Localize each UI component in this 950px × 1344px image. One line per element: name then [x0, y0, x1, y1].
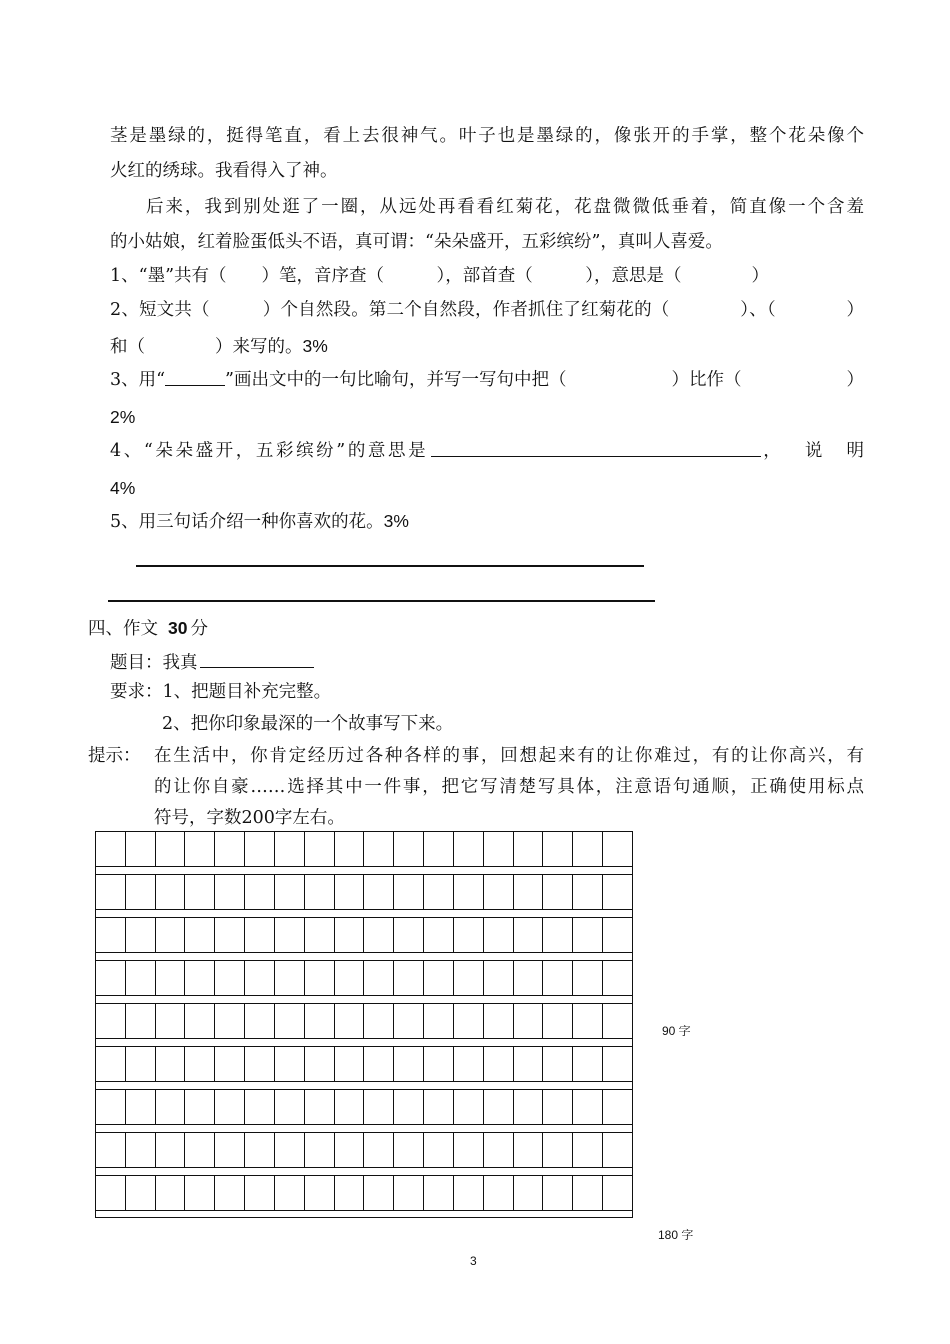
hint-line: 在生活中，你肯定经历过各种各样的事，回想起来有的让你难过，有的让你高兴，有 [154, 746, 864, 766]
grid-cell[interactable] [424, 1047, 454, 1081]
grid-cell[interactable] [573, 875, 603, 909]
row-gap [95, 1039, 633, 1046]
grid-cell[interactable] [245, 875, 275, 909]
grid-cell[interactable] [126, 1004, 156, 1038]
question-3 [110, 368, 864, 392]
row-gap [95, 1082, 633, 1089]
grid-cell[interactable] [215, 1004, 245, 1038]
grid-cell[interactable] [156, 875, 186, 909]
grid-cell[interactable] [126, 918, 156, 952]
question-2: 2、短文共（ ）个自然段。第二个自然段，作者抓住了红菊花的（ ）、（ ） [110, 300, 864, 320]
grid-cell[interactable] [96, 1176, 126, 1210]
grid-cell[interactable] [484, 1090, 514, 1124]
grid-cell[interactable] [364, 1133, 394, 1167]
grid-cell[interactable] [156, 1004, 186, 1038]
grid-cell[interactable] [454, 1004, 484, 1038]
grid-cell[interactable] [603, 1176, 633, 1210]
grid-cell[interactable] [96, 961, 126, 995]
grid-cell[interactable] [126, 1176, 156, 1210]
grid-cell[interactable] [514, 1047, 544, 1081]
grid-cell[interactable] [335, 1133, 365, 1167]
grid-cell[interactable] [484, 1047, 514, 1081]
grid-cell[interactable] [156, 1176, 186, 1210]
grid-cell[interactable] [305, 1176, 335, 1210]
grid-cell[interactable] [424, 961, 454, 995]
essay-section-label: 四、作文 [88, 619, 158, 639]
grid-cell[interactable] [543, 918, 573, 952]
grid-cell[interactable] [394, 1090, 424, 1124]
grid-cell[interactable] [514, 918, 544, 952]
page-number: 3 [470, 1254, 477, 1268]
grid-cell[interactable] [484, 832, 514, 866]
grid-cell[interactable] [275, 1090, 305, 1124]
hint-text: 符号，字数 [154, 808, 242, 828]
grid-cell[interactable] [364, 1004, 394, 1038]
grid-cell[interactable] [245, 1176, 275, 1210]
grid-cell[interactable] [603, 832, 633, 866]
grid-cell[interactable] [245, 1133, 275, 1167]
grid-cell[interactable] [573, 961, 603, 995]
grid-cell[interactable] [156, 832, 186, 866]
grid-cell[interactable] [245, 1090, 275, 1124]
grid-cell[interactable] [573, 1133, 603, 1167]
grid-cell[interactable] [454, 832, 484, 866]
grid-cell[interactable] [126, 1090, 156, 1124]
grid-cell[interactable] [245, 1047, 275, 1081]
grid-cell[interactable] [454, 961, 484, 995]
grid-cell[interactable] [305, 1133, 335, 1167]
grid-cell[interactable] [156, 1090, 186, 1124]
grid-cell[interactable] [305, 1004, 335, 1038]
grid-cell[interactable] [215, 875, 245, 909]
grid-cell[interactable] [305, 1090, 335, 1124]
essay-requirement-2: 2、把你印象最深的一个故事写下来。 [162, 714, 454, 734]
answer-line [136, 565, 644, 567]
grid-cell[interactable] [185, 1133, 215, 1167]
grid-cell[interactable] [335, 1047, 365, 1081]
passage-line: 后来，我到别处逛了一圈，从远处再看看红菊花，花盘微微低垂着，简直像一个含羞 [146, 197, 864, 217]
grid-row [95, 874, 633, 917]
grid-cell[interactable] [394, 832, 424, 866]
grid-cell[interactable] [335, 961, 365, 995]
grid-cell[interactable] [424, 1090, 454, 1124]
row-gap [95, 867, 633, 874]
grid-cell[interactable] [364, 1047, 394, 1081]
grid-cell[interactable] [424, 875, 454, 909]
grid-cell[interactable] [454, 1047, 484, 1081]
question-1: 1、“墨”共有（ ）笔，音序查（ ），部首查（ ），意思是（ ） [110, 266, 770, 286]
grid-row [95, 1132, 633, 1175]
marker-90: 90 字 [662, 1024, 691, 1038]
grid-cell[interactable] [275, 961, 305, 995]
writing-grid[interactable] [95, 831, 633, 1218]
grid-cell[interactable] [484, 961, 514, 995]
grid-cell[interactable] [335, 1176, 365, 1210]
passage-line: 火红的绣球。我看得入了神。 [110, 161, 338, 181]
essay-requirement-1: 要求：1、把题目补充完整。 [110, 682, 332, 702]
grid-cell[interactable] [275, 1047, 305, 1081]
grid-cell[interactable] [514, 1004, 544, 1038]
grid-cell[interactable] [156, 1133, 186, 1167]
essay-score-unit: 分 [190, 619, 208, 639]
grid-cell[interactable] [275, 1133, 305, 1167]
grid-cell[interactable] [543, 832, 573, 866]
grid-cell[interactable] [215, 961, 245, 995]
grid-cell[interactable] [454, 1133, 484, 1167]
grid-cell[interactable] [603, 961, 633, 995]
grid-row [95, 1089, 633, 1132]
essay-title-line [110, 650, 314, 675]
grid-cell[interactable] [484, 1004, 514, 1038]
grid-cell[interactable] [543, 875, 573, 909]
grid-cell[interactable] [215, 832, 245, 866]
grid-cell[interactable] [96, 918, 126, 952]
grid-cells [95, 1175, 633, 1211]
grid-cell[interactable] [275, 918, 305, 952]
grid-cell[interactable] [185, 832, 215, 866]
answer-line [108, 600, 655, 602]
question-5-score: 3% [383, 511, 409, 531]
grid-cells [95, 960, 633, 996]
grid-cell[interactable] [215, 1176, 245, 1210]
grid-cell[interactable] [335, 832, 365, 866]
answer-blank [431, 439, 761, 457]
grid-cell[interactable] [96, 1047, 126, 1081]
grid-cell[interactable] [126, 832, 156, 866]
grid-row [95, 1046, 633, 1089]
grid-cell[interactable] [514, 875, 544, 909]
grid-cell[interactable] [305, 875, 335, 909]
question-2-score: 3% [302, 336, 328, 356]
grid-cell[interactable] [185, 1047, 215, 1081]
grid-cell[interactable] [543, 1133, 573, 1167]
hint-line [154, 806, 345, 830]
question-5 [110, 509, 409, 534]
row-gap [95, 1125, 633, 1132]
grid-cell[interactable] [185, 1004, 215, 1038]
grid-cell[interactable] [126, 1133, 156, 1167]
grid-cell[interactable] [573, 1176, 603, 1210]
grid-cell[interactable] [185, 961, 215, 995]
grid-cell[interactable] [305, 918, 335, 952]
grid-cell[interactable] [514, 1176, 544, 1210]
grid-cells [95, 1089, 633, 1125]
grid-cell[interactable] [156, 918, 186, 952]
grid-cell[interactable] [364, 875, 394, 909]
grid-cell[interactable] [394, 875, 424, 909]
grid-cell[interactable] [215, 1090, 245, 1124]
grid-row [95, 831, 633, 874]
grid-cell[interactable] [335, 875, 365, 909]
question-4-suffix: ，说明 [763, 441, 864, 461]
grid-cell[interactable] [275, 1004, 305, 1038]
grid-cell[interactable] [394, 1047, 424, 1081]
question-2-cont [110, 334, 328, 359]
row-gap [95, 910, 633, 917]
grid-cell[interactable] [543, 1176, 573, 1210]
grid-cell[interactable] [364, 1090, 394, 1124]
question-2-text: 和（ ）来写的。 [110, 337, 303, 357]
grid-cell[interactable] [156, 1047, 186, 1081]
grid-cell[interactable] [514, 1133, 544, 1167]
grid-cell[interactable] [126, 875, 156, 909]
grid-cell[interactable] [454, 875, 484, 909]
grid-cell[interactable] [394, 918, 424, 952]
row-gap [95, 953, 633, 960]
grid-cell[interactable] [96, 875, 126, 909]
essay-title-prompt: 题目：我真 [110, 653, 198, 673]
grid-cell[interactable] [424, 918, 454, 952]
grid-cell[interactable] [603, 1047, 633, 1081]
grid-cell[interactable] [335, 1004, 365, 1038]
question-3-prefix: 3、用“ [110, 370, 166, 390]
grid-cell[interactable] [96, 1133, 126, 1167]
grid-cell[interactable] [364, 918, 394, 952]
grid-cell[interactable] [275, 1176, 305, 1210]
grid-cell[interactable] [185, 918, 215, 952]
hint-label: 提示： [88, 746, 141, 766]
grid-cell[interactable] [364, 961, 394, 995]
row-gap [95, 996, 633, 1003]
grid-cells [95, 1132, 633, 1168]
grid-cell[interactable] [275, 832, 305, 866]
grid-cell[interactable] [543, 1004, 573, 1038]
grid-cell[interactable] [364, 1176, 394, 1210]
grid-cell[interactable] [603, 875, 633, 909]
essay-score: 30 [168, 618, 188, 638]
grid-cell[interactable] [245, 832, 275, 866]
grid-cell[interactable] [424, 1176, 454, 1210]
grid-cell[interactable] [96, 1004, 126, 1038]
question-4-score: 4% [110, 478, 136, 498]
grid-cell[interactable] [305, 832, 335, 866]
grid-cell[interactable] [603, 1090, 633, 1124]
grid-cell[interactable] [543, 1090, 573, 1124]
grid-cell[interactable] [185, 1090, 215, 1124]
essay-title-blank [200, 650, 314, 668]
grid-cells [95, 874, 633, 910]
grid-cell[interactable] [573, 1004, 603, 1038]
grid-cells [95, 1046, 633, 1082]
underline-sample [165, 368, 225, 386]
question-3-score: 2% [110, 407, 136, 427]
passage-line: 的小姑娘，红着脸蛋低头不语，真可谓：“朵朵盛开，五彩缤纷”，真叫人喜爱。 [110, 232, 723, 252]
question-3-text: ”画出文中的一句比喻句，并写一写句中把（ ）比作（ ） [225, 370, 864, 390]
grid-cell[interactable] [424, 832, 454, 866]
essay-section-title [88, 616, 208, 641]
hint-text-end: 字左右。 [274, 808, 345, 828]
grid-cell[interactable] [96, 1090, 126, 1124]
grid-cell[interactable] [484, 1176, 514, 1210]
hint-line: 的让你自豪……选择其中一件事，把它写清楚写具体，注意语句通顺，正确使用标点 [154, 777, 864, 797]
passage-line: 茎是墨绿的，挺得笔直，看上去很神气。叶子也是墨绿的，像张开的手掌，整个花朵像个 [110, 126, 864, 146]
grid-cell[interactable] [245, 918, 275, 952]
grid-cell[interactable] [454, 918, 484, 952]
grid-cell[interactable] [275, 875, 305, 909]
grid-cell[interactable] [424, 1004, 454, 1038]
grid-cell[interactable] [96, 832, 126, 866]
grid-cell[interactable] [364, 832, 394, 866]
word-count: 200 [241, 808, 275, 828]
grid-cell[interactable] [573, 1090, 603, 1124]
grid-row [95, 960, 633, 1003]
grid-cell[interactable] [424, 1133, 454, 1167]
grid-cell[interactable] [394, 961, 424, 995]
grid-cell[interactable] [335, 918, 365, 952]
grid-cells [95, 917, 633, 953]
grid-cell[interactable] [245, 1004, 275, 1038]
row-gap [95, 1211, 633, 1218]
grid-cell[interactable] [603, 918, 633, 952]
grid-cell[interactable] [305, 961, 335, 995]
grid-cell[interactable] [215, 1047, 245, 1081]
grid-cell[interactable] [514, 1090, 544, 1124]
grid-cell[interactable] [126, 961, 156, 995]
grid-cells [95, 831, 633, 867]
grid-cell[interactable] [126, 1047, 156, 1081]
question-4 [110, 439, 864, 463]
grid-cell[interactable] [394, 1176, 424, 1210]
grid-cell[interactable] [454, 1090, 484, 1124]
grid-cell[interactable] [394, 1004, 424, 1038]
grid-cell[interactable] [394, 1133, 424, 1167]
marker-180: 180 字 [658, 1228, 694, 1242]
grid-cell[interactable] [245, 961, 275, 995]
grid-cell[interactable] [514, 961, 544, 995]
question-4-prefix: 4、“朵朵盛开，五彩缤纷”的意思是 [110, 441, 429, 461]
grid-row [95, 917, 633, 960]
grid-cell[interactable] [156, 961, 186, 995]
grid-cell[interactable] [573, 832, 603, 866]
grid-cell[interactable] [484, 918, 514, 952]
grid-cell[interactable] [484, 1133, 514, 1167]
grid-cell[interactable] [543, 1047, 573, 1081]
grid-cell[interactable] [484, 875, 514, 909]
grid-cell[interactable] [603, 1133, 633, 1167]
grid-cell[interactable] [454, 1176, 484, 1210]
grid-cells [95, 1003, 633, 1039]
grid-row [95, 1003, 633, 1046]
grid-row [95, 1175, 633, 1218]
grid-cell[interactable] [335, 1090, 365, 1124]
grid-cell[interactable] [185, 875, 215, 909]
grid-cell[interactable] [215, 1133, 245, 1167]
grid-cell[interactable] [215, 918, 245, 952]
row-gap [95, 1168, 633, 1175]
grid-cell[interactable] [185, 1176, 215, 1210]
grid-cell[interactable] [573, 918, 603, 952]
grid-cell[interactable] [543, 961, 573, 995]
grid-cell[interactable] [305, 1047, 335, 1081]
grid-cell[interactable] [603, 1004, 633, 1038]
grid-cell[interactable] [514, 832, 544, 866]
question-5-text: 5、用三句话介绍一种你喜欢的花。 [110, 512, 384, 532]
grid-cell[interactable] [573, 1047, 603, 1081]
